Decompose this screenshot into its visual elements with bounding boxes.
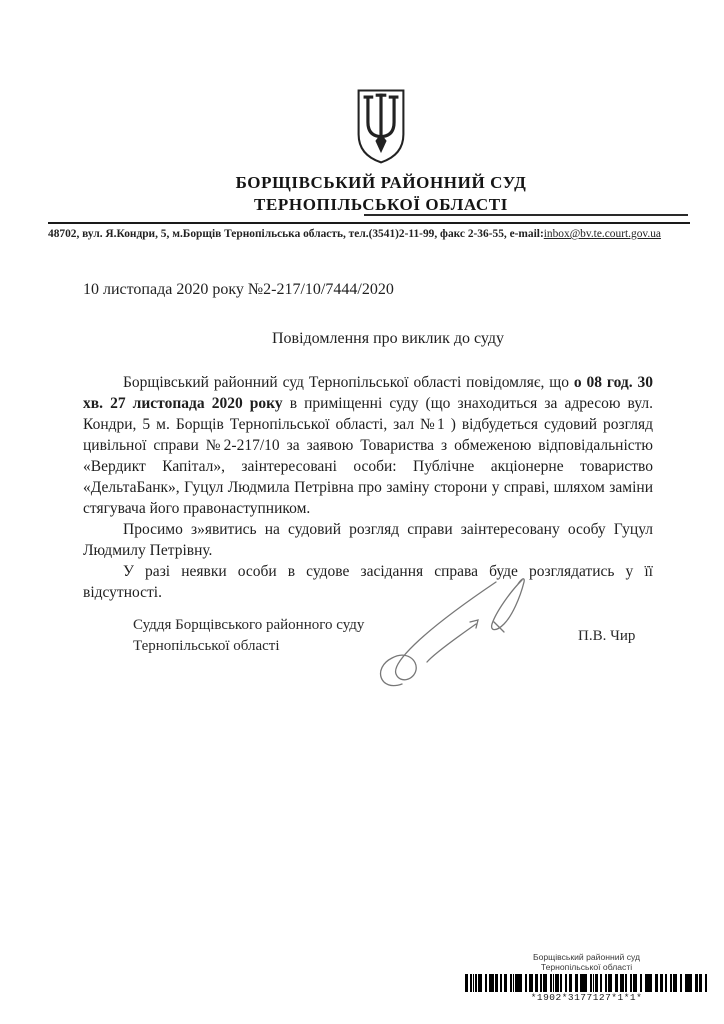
p1-text-before: Борщівський районний суд Тернопільської області повідомляє, що [123,374,574,391]
barcode-label-line1: Борщівський районний суд [532,952,641,962]
court-email-link[interactable]: inbox@bv.te.court.gov.ua [543,228,661,240]
court-name-line1: БОРЩІВСЬКИЙ РАЙОННИЙ СУД [235,173,527,192]
header-rule-main [48,222,690,224]
date-case-number: 10 листопада 2020 року №2-217/10/7444/2020 [83,281,394,298]
p1-text-after: в приміщенні суду (що знаходиться за адресою вул. Кондри, 5 м. Борщів Тернопільської області, зал №1 ) відбудеться судовий розгляд цивільної справи №2-217/10 за заявою Товариства з обмеженою відповідальністю «Вердикт Капітал», заінтересовані особи: Публічне акціонерне товариство «ДельтаБанк», Гуцул Людмила Петрівна про заміну сторони у справі, шляхом заміни стягувача його правонаступником. [83,395,654,517]
address-text: 48702, вул. Я.Кондри, 5, м.Борщів Тернопільська область, тел.(3541)2-11-99, факс 2-36-55, e-mail: [48,228,544,240]
document-title: Повідомлення про виклик до суду [271,330,505,347]
paragraph-appearance-request: Просимо з»явитись на судовий розгляд справи заінтересовану особу Гуцул Людмилу Петрівну. [83,521,653,559]
court-name-line2: ТЕРНОПІЛЬСЬКОЇ ОБЛАСТІ [254,195,508,215]
barcode-number: *1902*3177127*1*1* [530,992,643,1004]
letterhead [38,86,724,216]
judge-name: П.В. Чир [578,628,636,644]
barcode-block [465,952,708,1003]
handwritten-signature [372,570,542,695]
judge-title-line1: Суддя Борщівського районного суду [133,617,365,633]
trident-coat-of-arms-icon [353,86,409,166]
p1-hearing-datetime: о 08 год. 30 хв. 27 листопада 2020 року [83,374,654,412]
barcode-label-line2: Тернопільської області [540,962,633,973]
judge-title-block [133,615,364,657]
document-body [83,372,653,603]
paragraph-absence-warning: У разі неявки особи в судове засідання справа буде розглядатись у її відсутності. [83,563,653,601]
barcode-image [465,974,708,992]
judge-title-line2: Тернопільської області [133,638,280,654]
paragraph-hearing-notice [83,372,653,519]
header-rule-short [364,214,688,216]
court-address-line [48,228,714,240]
